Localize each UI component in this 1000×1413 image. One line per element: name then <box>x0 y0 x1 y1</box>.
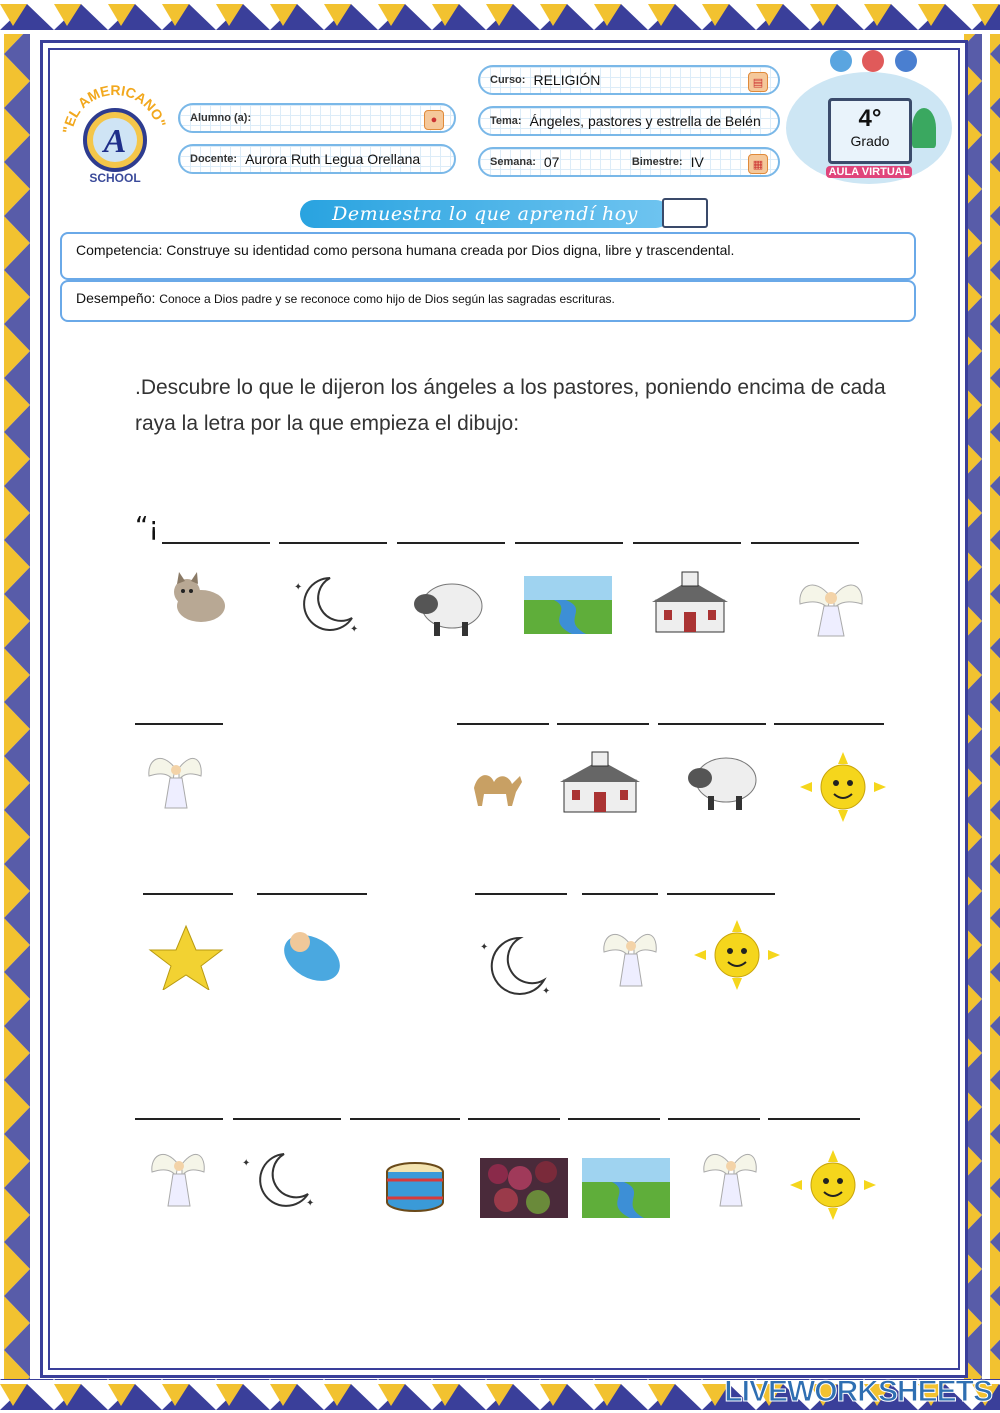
answer-blank[interactable] <box>475 893 567 895</box>
students-icon <box>830 50 917 77</box>
answer-blank[interactable] <box>751 542 859 544</box>
calendar-icon: ▦ <box>748 154 768 174</box>
sheep-picture <box>684 750 760 812</box>
desempeno-label: Desempeño: <box>76 290 156 306</box>
curso-field <box>478 65 780 95</box>
plant-icon <box>912 108 936 148</box>
answer-blank[interactable] <box>582 893 658 895</box>
tema-field <box>478 106 780 136</box>
grade-box <box>828 98 912 164</box>
desempeno-box <box>60 280 916 322</box>
school-letter: A <box>103 123 127 160</box>
answer-blank[interactable] <box>568 1118 660 1120</box>
answer-blank[interactable] <box>135 723 223 725</box>
laptop-icon <box>662 198 708 228</box>
curso-value: RELIGIÓN <box>533 72 601 88</box>
answer-blank[interactable] <box>397 542 505 544</box>
quote-open: “¡ <box>135 512 159 542</box>
drum-picture <box>384 1160 446 1216</box>
answer-blank[interactable] <box>668 1118 760 1120</box>
answer-blank[interactable] <box>774 723 884 725</box>
semana-value: 07 <box>543 154 560 170</box>
river-picture <box>524 576 612 634</box>
grapes-picture <box>480 1158 568 1218</box>
banner-title: Demuestra lo que aprendí hoy <box>300 200 670 228</box>
svg-text:✦: ✦ <box>306 1198 315 1209</box>
star-picture <box>146 924 226 990</box>
sun-picture <box>800 752 886 822</box>
svg-text:✦: ✦ <box>480 942 489 953</box>
answer-blank[interactable] <box>233 1118 341 1120</box>
bimestre-label: Bimestre: <box>631 156 683 168</box>
moon-picture <box>478 932 556 998</box>
competencia-box <box>60 232 916 280</box>
answer-blank[interactable] <box>768 1118 860 1120</box>
competencia-text: Competencia: Construye su identidad como persona humana creada por Dios digna, libre y trascendental. <box>76 242 735 258</box>
angel-picture <box>148 1146 208 1210</box>
person-icon: ● <box>424 110 444 130</box>
desempeno-text: Conoce a Dios padre y se reconoce como hijo de Dios según las sagradas escrituras. <box>159 292 615 306</box>
alumno-label: Alumno (a): <box>190 112 252 124</box>
alumno-field[interactable] <box>178 103 456 133</box>
semana-label: Semana: <box>490 156 536 168</box>
sun-picture <box>694 920 780 990</box>
docente-value: Aurora Ruth Legua Orellana <box>245 151 421 167</box>
answer-blank[interactable] <box>633 542 741 544</box>
river-picture <box>582 1158 670 1218</box>
instruction-text: .Descubre lo que le dijeron los ángeles a los pastores, poniendo encima de cada raya la letra por la que empieza el dibujo: <box>135 376 886 435</box>
moon-picture <box>290 572 362 636</box>
answer-blank[interactable] <box>667 893 775 895</box>
svg-text:✦: ✦ <box>294 582 303 593</box>
aula-virtual-label: AULA VIRTUAL <box>826 166 912 178</box>
svg-text:✦: ✦ <box>242 1158 251 1169</box>
answer-blank[interactable] <box>350 1118 460 1120</box>
curso-label: Curso: <box>490 74 526 86</box>
docente-field <box>178 144 456 174</box>
answer-blank[interactable] <box>135 1118 223 1120</box>
answer-blank[interactable] <box>515 542 623 544</box>
answer-blank[interactable] <box>143 893 233 895</box>
angel-picture <box>600 926 660 990</box>
book-icon: ▤ <box>748 72 768 92</box>
grade-number: 4° <box>858 105 882 132</box>
answer-blank[interactable] <box>557 723 649 725</box>
answer-blank[interactable] <box>658 723 766 725</box>
answer-blank[interactable] <box>279 542 387 544</box>
camel-picture <box>468 764 524 808</box>
moon-picture <box>240 1150 320 1210</box>
angel-picture <box>700 1146 760 1210</box>
svg-text:✦: ✦ <box>350 624 359 635</box>
docente-label: Docente: <box>190 153 238 165</box>
answer-blank[interactable] <box>257 893 367 895</box>
tema-value: Ángeles, pastores y estrella de Belén <box>529 113 761 129</box>
school-name-arc: "EL AMERICANO" <box>60 81 170 135</box>
answer-blank[interactable] <box>468 1118 560 1120</box>
church-picture <box>556 750 644 814</box>
church-picture <box>648 570 732 634</box>
sheep-picture <box>410 574 488 638</box>
answer-blank[interactable] <box>457 723 549 725</box>
angel-picture <box>145 750 205 812</box>
grade-label: Grado <box>850 133 890 149</box>
svg-text:✦: ✦ <box>542 986 551 997</box>
watermark: LIVEWORKSHEETS <box>724 1375 992 1408</box>
answer-blank[interactable] <box>162 542 270 544</box>
sun-picture <box>790 1150 876 1220</box>
tema-label: Tema: <box>490 115 522 127</box>
bimestre-value: IV <box>690 154 704 170</box>
angel-picture <box>794 576 866 642</box>
school-logo <box>60 78 170 188</box>
cat-picture <box>165 568 231 628</box>
semana-field <box>478 147 780 177</box>
school-sub: SCHOOL <box>89 171 141 185</box>
baby-picture <box>276 924 346 986</box>
